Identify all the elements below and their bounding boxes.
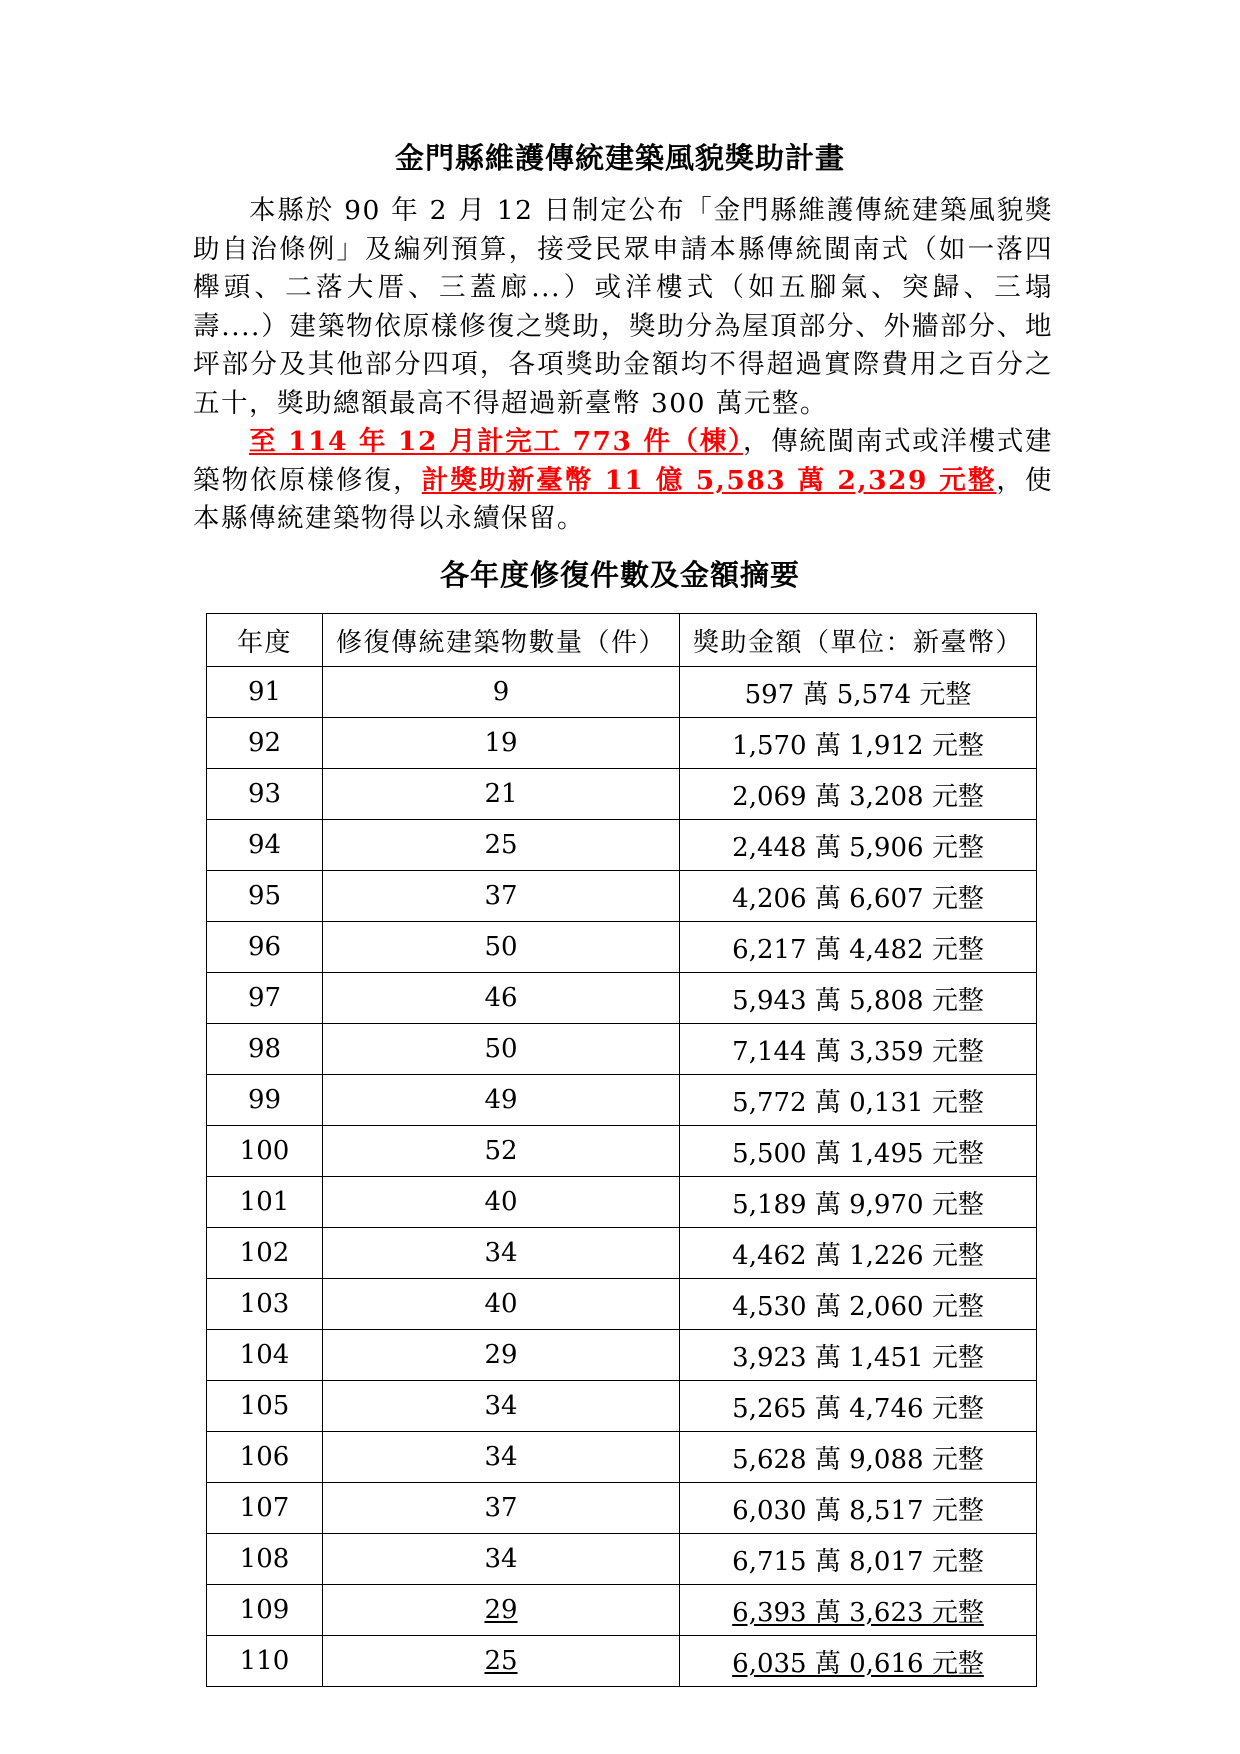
year-cell: 110 — [207, 1636, 323, 1687]
year-cell: 101 — [207, 1177, 323, 1228]
year-cell: 104 — [207, 1330, 323, 1381]
year-cell: 97 — [207, 973, 323, 1024]
intro-paragraph-2 — [193, 423, 1053, 539]
header-amount: 獎助金額（單位：新臺幣） — [680, 614, 1037, 667]
amount-cell: 4,530 萬 2,060 元整 — [680, 1279, 1037, 1330]
count-cell: 34 — [323, 1432, 680, 1483]
amount-cell: 5,500 萬 1,495 元整 — [680, 1126, 1037, 1177]
count-cell: 34 — [323, 1534, 680, 1585]
count-cell: 37 — [323, 871, 680, 922]
year-cell: 92 — [207, 718, 323, 769]
table-row — [207, 1177, 1037, 1228]
amount-cell: 6,030 萬 8,517 元整 — [680, 1483, 1037, 1534]
table-row — [207, 1126, 1037, 1177]
year-cell: 105 — [207, 1381, 323, 1432]
year-cell: 94 — [207, 820, 323, 871]
table-row — [207, 973, 1037, 1024]
count-cell: 37 — [323, 1483, 680, 1534]
table-row — [207, 922, 1037, 973]
year-cell: 108 — [207, 1534, 323, 1585]
amount-cell: 6,217 萬 4,482 元整 — [680, 922, 1037, 973]
total-subsidy-highlight: 計獎助新臺幣 11 億 5,583 萬 2,329 元整 — [421, 464, 997, 496]
table-row — [207, 1585, 1037, 1636]
amount-cell: 3,923 萬 1,451 元整 — [680, 1330, 1037, 1381]
header-year: 年度 — [207, 614, 323, 667]
year-cell: 106 — [207, 1432, 323, 1483]
count-cell: 52 — [323, 1126, 680, 1177]
count-cell: 40 — [323, 1177, 680, 1228]
table-row — [207, 1381, 1037, 1432]
table-row — [207, 667, 1037, 718]
year-cell: 91 — [207, 667, 323, 718]
table-row — [207, 1432, 1037, 1483]
count-cell: 34 — [323, 1381, 680, 1432]
intro-paragraph-2-text-1: ，傳統閩南式或洋樓式建築物依原樣修復， — [193, 426, 1054, 496]
year-cell: 99 — [207, 1075, 323, 1126]
count-cell: 49 — [323, 1075, 680, 1126]
table-title: 各年度修復件數及金額摘要 — [439, 558, 800, 592]
count-cell: 34 — [323, 1228, 680, 1279]
count-cell: 50 — [323, 922, 680, 973]
table-row — [207, 871, 1037, 922]
count-cell: 19 — [323, 718, 680, 769]
year-cell: 93 — [207, 769, 323, 820]
table-row — [207, 820, 1037, 871]
year-cell: 98 — [207, 1024, 323, 1075]
year-cell: 103 — [207, 1279, 323, 1330]
amount-cell: 2,448 萬 5,906 元整 — [680, 820, 1037, 871]
header-count: 修復傳統建築物數量（件） — [323, 614, 680, 667]
table-header-row — [207, 614, 1037, 667]
year-cell: 100 — [207, 1126, 323, 1177]
year-cell: 109 — [207, 1585, 323, 1636]
table-row — [207, 769, 1037, 820]
amount-cell: 4,462 萬 1,226 元整 — [680, 1228, 1037, 1279]
amount-cell: 2,069 萬 3,208 元整 — [680, 769, 1037, 820]
count-cell: 29 — [323, 1585, 680, 1636]
count-cell: 50 — [323, 1024, 680, 1075]
amount-cell: 6,715 萬 8,017 元整 — [680, 1534, 1037, 1585]
amount-cell: 6,035 萬 0,616 元整 — [680, 1636, 1037, 1687]
year-cell: 107 — [207, 1483, 323, 1534]
count-cell: 46 — [323, 973, 680, 1024]
table-row — [207, 1483, 1037, 1534]
amount-cell: 6,393 萬 3,623 元整 — [680, 1585, 1037, 1636]
year-cell: 102 — [207, 1228, 323, 1279]
year-cell: 95 — [207, 871, 323, 922]
count-cell: 25 — [323, 1636, 680, 1687]
completed-count-highlight: 至 114 年 12 月計完工 773 件（棟） — [249, 426, 743, 457]
amount-cell: 5,772 萬 0,131 元整 — [680, 1075, 1037, 1126]
table-row — [207, 1228, 1037, 1279]
document-title: 金門縣維護傳統建築風貌獎助計畫 — [394, 141, 845, 175]
intro-text — [193, 192, 1053, 539]
amount-cell: 5,628 萬 9,088 元整 — [680, 1432, 1037, 1483]
amount-cell: 5,265 萬 4,746 元整 — [680, 1381, 1037, 1432]
table-row — [207, 1075, 1037, 1126]
table-row — [207, 1330, 1037, 1381]
table-row — [207, 1024, 1037, 1075]
amount-cell: 1,570 萬 1,912 元整 — [680, 718, 1037, 769]
count-cell: 9 — [323, 667, 680, 718]
amount-cell: 597 萬 5,574 元整 — [680, 667, 1037, 718]
amount-cell: 4,206 萬 6,607 元整 — [680, 871, 1037, 922]
intro-paragraph-2-text-2: ，使本縣傳統建築物得以永續保留。 — [193, 464, 1054, 534]
year-cell: 96 — [207, 922, 323, 973]
count-cell: 40 — [323, 1279, 680, 1330]
count-cell: 21 — [323, 769, 680, 820]
amount-cell: 7,144 萬 3,359 元整 — [680, 1024, 1037, 1075]
amount-cell: 5,189 萬 9,970 元整 — [680, 1177, 1037, 1228]
amount-cell: 5,943 萬 5,808 元整 — [680, 973, 1037, 1024]
count-cell: 29 — [323, 1330, 680, 1381]
count-cell: 25 — [323, 820, 680, 871]
table-row — [207, 1636, 1037, 1687]
intro-paragraph-1: 本縣於 90 年 2 月 12 日制定公布「金門縣維護傳統建築風貌獎助自治條例」及編列預算，接受民眾申請本縣傳統閩南式（如一落四櫸頭、二落大厝、三蓋廊...）或洋樓式（如五腳氣、突歸、三塌壽....）建築物依原樣修復之獎助，獎助分為屋頂部分、外牆部分、地坪部分及其他部分四項，各項獎助金額均不得超過實際費用之百分之五十，獎助總額最高不得超過新臺幣 300 萬元整。 — [193, 195, 1053, 419]
summary-table — [206, 613, 1037, 1687]
table-row — [207, 1534, 1037, 1585]
table-row — [207, 1279, 1037, 1330]
table-row — [207, 718, 1037, 769]
